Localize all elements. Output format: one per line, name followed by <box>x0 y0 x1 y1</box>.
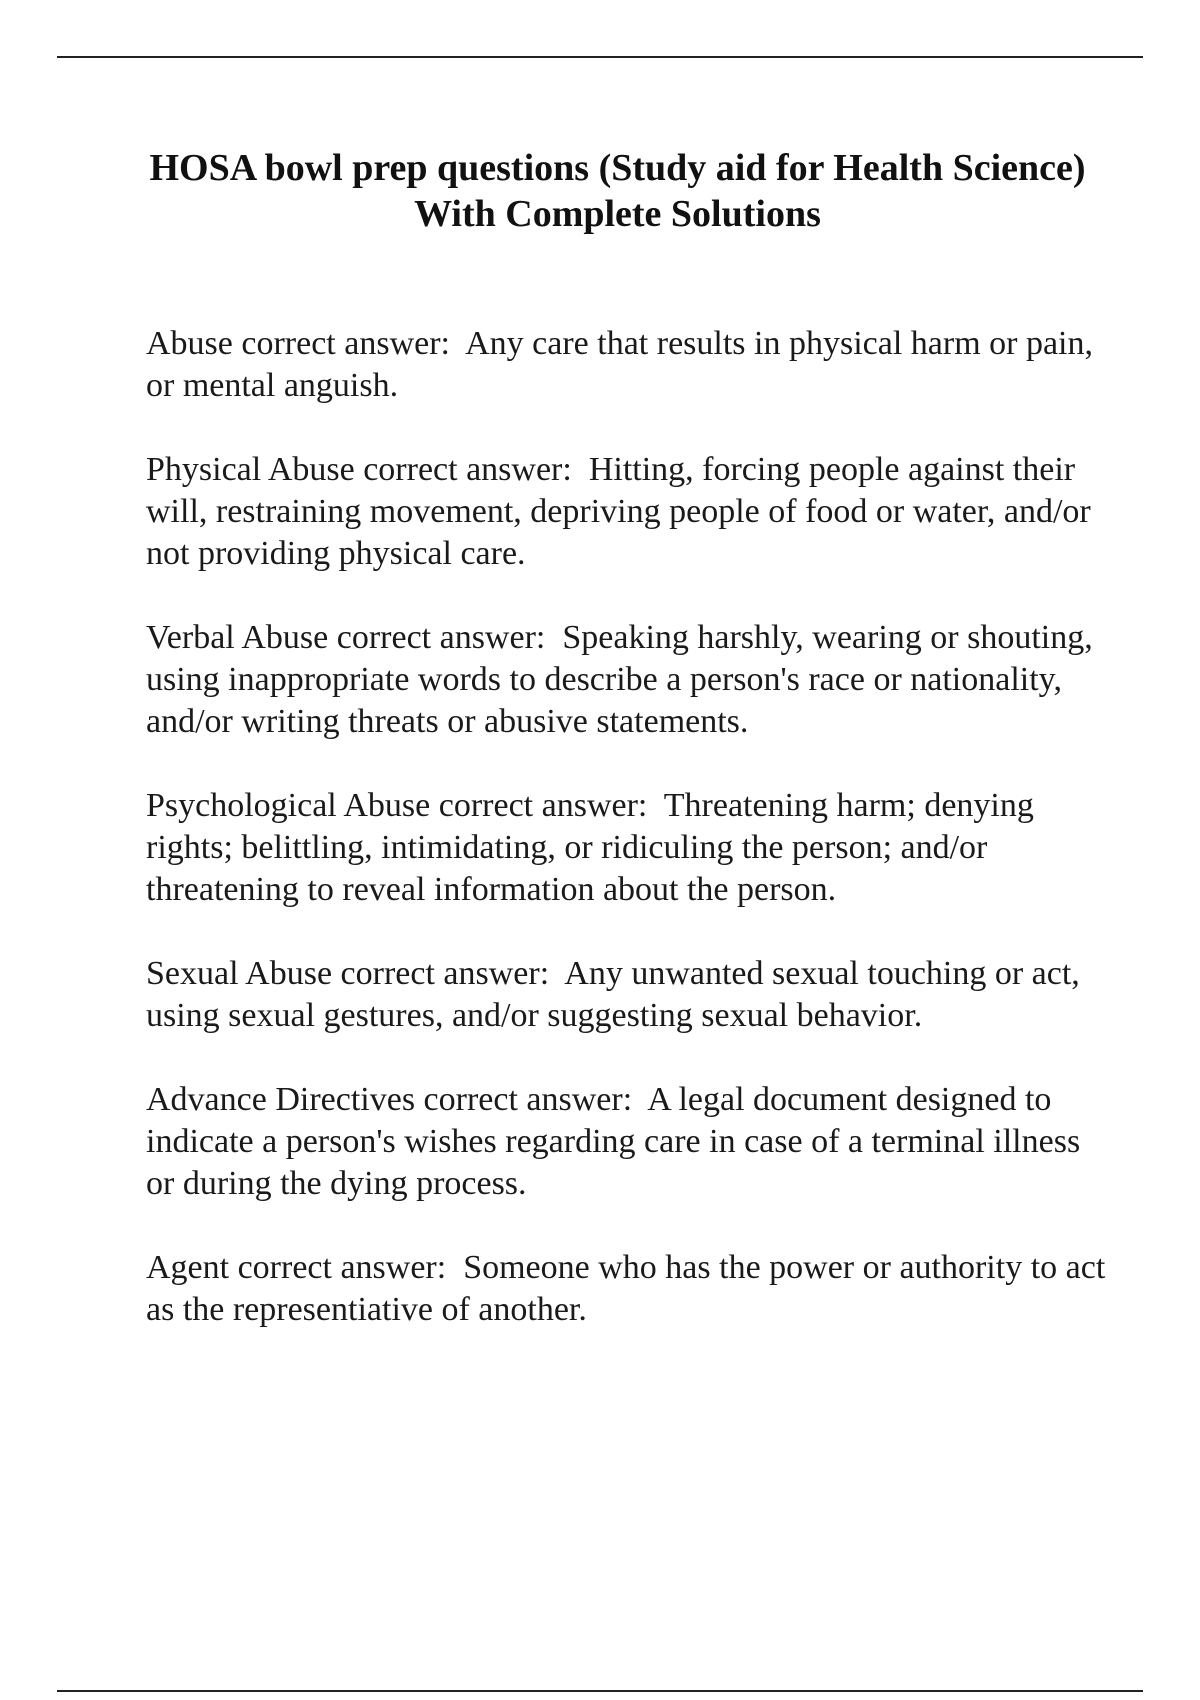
entry-term: Verbal Abuse <box>146 619 329 656</box>
qa-entry-verbal-abuse <box>146 617 1106 743</box>
entry-term: Sexual Abuse <box>146 955 333 992</box>
qa-entry-abuse <box>146 323 1106 407</box>
qa-entry-advance-directives <box>146 1079 1106 1205</box>
entry-answer: Speaking harshly, wearing or shouting, using inappropriate words to describe a person's race or nationality, and/or writing threats or abusive statements. <box>146 619 1102 740</box>
qa-entry-sexual-abuse <box>146 953 1106 1037</box>
qa-entry-physical-abuse <box>146 449 1106 575</box>
top-rule <box>57 56 1143 58</box>
entry-answer: A legal document designed to indicate a person's wishes regarding care in case of a terminal illness or during the dying process. <box>146 1081 1089 1202</box>
entry-term: Agent <box>146 1249 230 1286</box>
bottom-rule <box>57 1690 1143 1692</box>
entry-answer: Any care that results in physical harm or pain, or mental anguish. <box>146 325 1102 404</box>
entry-answer: Hitting, forcing people against their will, restraining movement, depriving people of food or water, and/or not providing physical care. <box>146 451 1100 572</box>
entry-term: Physical Abuse <box>146 451 355 488</box>
qa-entry-psychological-abuse <box>146 785 1106 911</box>
entry-separator: correct answer: <box>363 451 572 488</box>
entry-term: Psychological Abuse <box>146 787 431 824</box>
entry-separator: correct answer: <box>237 1249 447 1286</box>
entry-term: Advance Directives <box>146 1081 416 1118</box>
page-title: HOSA bowl prep questions (Study aid for Health Science) With Complete Solutions <box>149 147 1086 235</box>
entry-separator: correct answer: <box>241 325 450 362</box>
entry-separator: correct answer: <box>438 787 648 824</box>
entry-answer: Threatening harm; denying rights; belittling, intimidating, or ridiculing the person; and/or threatening to reveal information about the person. <box>146 787 1043 908</box>
entry-answer: Any unwanted sexual touching or act, using sexual gestures, and/or suggesting sexual behavior. <box>146 955 1089 1034</box>
entry-separator: correct answer: <box>423 1081 633 1118</box>
entry-answer: Someone who has the power or authority to act as the representiative of another. <box>146 1249 1114 1328</box>
qa-list <box>146 323 1114 1373</box>
entry-separator: correct answer: <box>336 619 546 656</box>
qa-entry-agent <box>146 1247 1114 1331</box>
entry-separator: correct answer: <box>340 955 550 992</box>
entry-term: Abuse <box>146 325 233 362</box>
